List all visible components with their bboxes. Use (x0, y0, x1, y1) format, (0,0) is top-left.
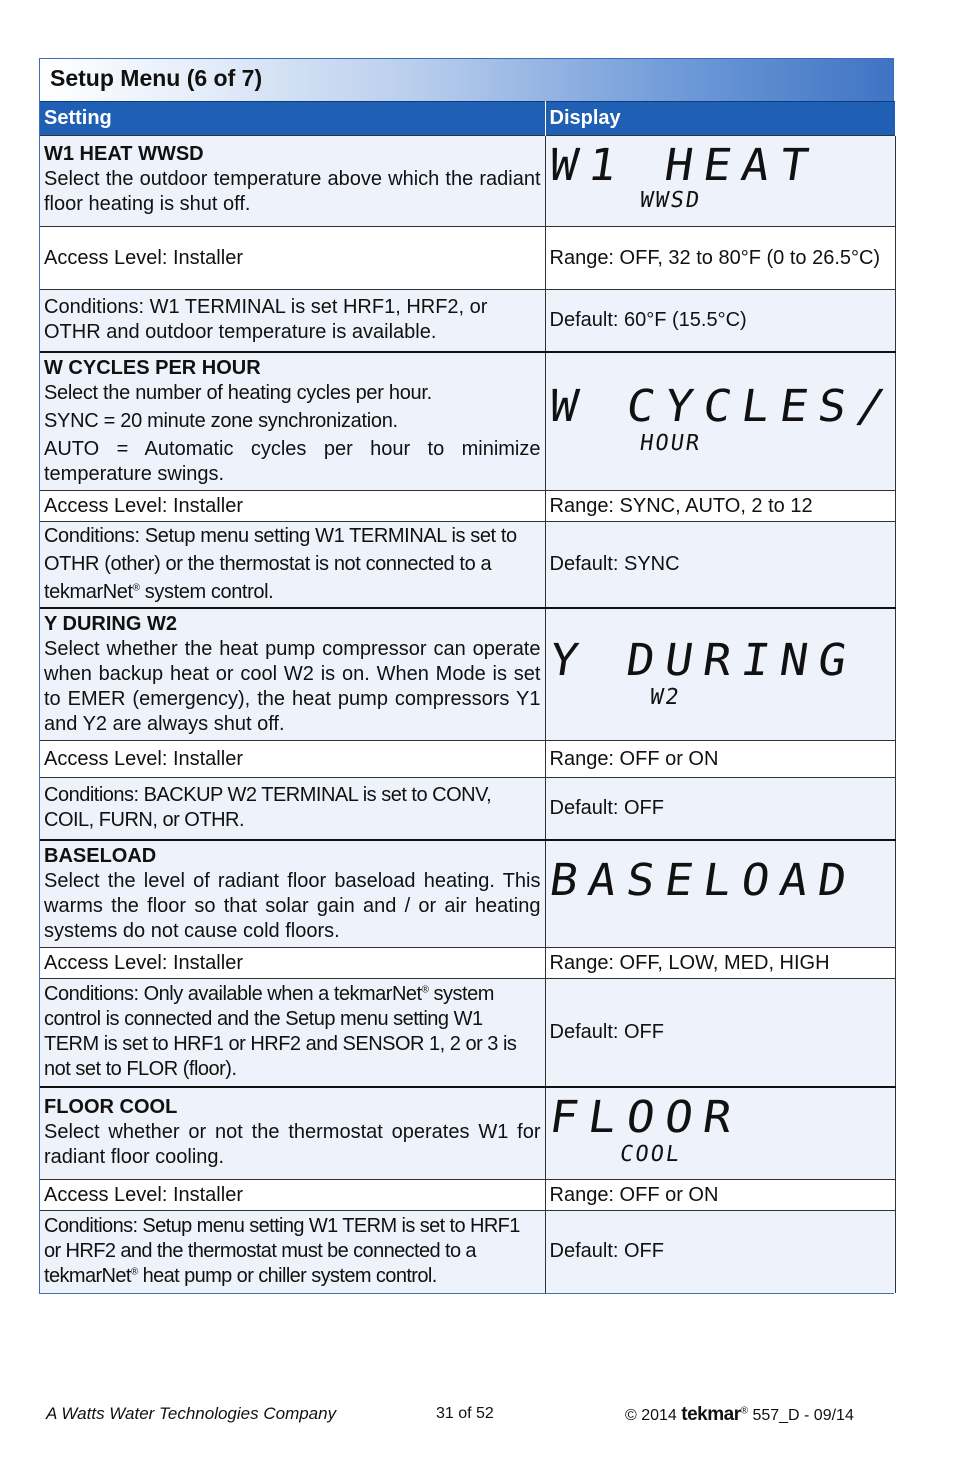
default-value: Default: OFF (545, 979, 895, 1087)
lcd-main-text: FLOOR (545, 1091, 745, 1143)
table-row (40, 352, 895, 491)
lcd-display (545, 840, 895, 948)
access-level: Access Level: Installer (40, 227, 545, 290)
lcd-display (545, 352, 899, 491)
table-row (40, 290, 895, 352)
range: Range: OFF or ON (545, 741, 895, 778)
access-level: Access Level: Installer (40, 741, 545, 778)
conditions: Conditions: Setup menu setting W1 TERMINAL is set to OTHR (other) or the thermostat is not connected to a tekmarNet® system control. (40, 522, 545, 608)
default-value: Default: OFF (545, 1211, 895, 1293)
lcd-main-text: W1 HEAT (545, 140, 822, 191)
table-row (40, 840, 895, 948)
lcd-main-text: W CYCLES/ (545, 380, 899, 432)
table-row (40, 778, 895, 840)
setup-menu-table (39, 58, 899, 1294)
table-row (40, 227, 895, 290)
footer-copyright: © 2014 (625, 1407, 677, 1424)
setting-description: Select the outdoor temperature above which the radiant floor heating is shut off. (44, 168, 541, 215)
setting-description-auto: AUTO = Automatic cycles per hour to minimize temperature swings. (44, 437, 541, 485)
table-row (40, 948, 895, 979)
setting-description: Select whether or not the thermostat operates W1 for radiant floor cooling. (44, 1120, 541, 1168)
range: Range: OFF, LOW, MED, HIGH (545, 948, 895, 979)
footer-copyright-block: © 2014 tekmar® 557_D - 09/14 (625, 1404, 854, 1425)
table-row (40, 491, 895, 522)
lcd-sub-text: COOL (617, 1141, 683, 1167)
setting-description: Select the level of radiant floor baseload heating. This warms the floor so that solar gain and / or air heating systems do not cause cold floors. (44, 869, 541, 942)
table-row (40, 1180, 895, 1211)
lcd-sub-text: WWSD (637, 188, 703, 213)
access-level: Access Level: Installer (40, 491, 545, 522)
default-value: Default: OFF (545, 778, 895, 840)
settings-table (40, 101, 899, 1293)
col-header-setting: Setting (40, 102, 545, 136)
table-row (40, 741, 895, 778)
table-row (40, 1211, 895, 1293)
lcd-main-text: Y DURING (545, 634, 860, 686)
default-value: Default: SYNC (545, 522, 895, 608)
setting-description: Select whether the heat pump compressor can operate when backup heat or cool W2 is on. When Mode is set to EMER (emergency), the heat pump compressors Y1 and Y2 are always shut off. (44, 637, 541, 735)
table-header-row (40, 102, 895, 136)
table-row (40, 979, 895, 1087)
conditions: Conditions: Setup menu setting W1 TERM is set to HRF1 or HRF2 and the thermostat must be connected to a tekmarNet® heat pump or chiller system control. (40, 1211, 545, 1293)
footer-page-number: 31 of 52 (436, 1405, 494, 1422)
lcd-sub-text: HOUR (637, 430, 703, 456)
setting-name: FLOOR COOL (44, 1095, 178, 1118)
lcd-sub-text: W2 (647, 684, 682, 710)
table-row (40, 522, 895, 608)
table-row (40, 1087, 895, 1180)
setting-description: Select the number of heating cycles per hour. (44, 381, 432, 404)
menu-title: Setup Menu (6 of 7) (40, 59, 893, 101)
range: Range: OFF or ON (545, 1180, 895, 1211)
setting-name: Y DURING W2 (44, 612, 177, 635)
setting-name: W1 HEAT WWSD (44, 143, 204, 165)
access-level: Access Level: Installer (40, 948, 545, 979)
setting-description-sync: SYNC = 20 minute zone synchronization. (44, 409, 398, 432)
col-header-display: Display (545, 102, 895, 136)
access-level: Access Level: Installer (40, 1180, 545, 1211)
table-row (40, 136, 895, 227)
setting-name: BASELOAD (44, 844, 157, 867)
conditions: Conditions: Only available when a tekmarNet® system control is connected and the Setup menu setting W1 TERM is set to HRF1 or HRF2 and SENSOR 1, 2 or 3 is not set to FLOR (floor). (40, 979, 545, 1087)
lcd-display (545, 136, 895, 227)
lcd-display (545, 608, 895, 741)
default-value: Default: 60°F (15.5°C) (545, 290, 895, 352)
conditions: Conditions: BACKUP W2 TERMINAL is set to CONV, COIL, FURN, or OTHR. (40, 778, 545, 840)
lcd-display (545, 1087, 895, 1180)
conditions: Conditions: W1 TERMINAL is set HRF1, HRF2, or OTHR and outdoor temperature is available. (40, 290, 545, 352)
brand-logo: tekmar (681, 1404, 741, 1425)
lcd-main-text: BASELOAD (545, 854, 860, 906)
footer-company: A Watts Water Technologies Company (46, 1404, 337, 1423)
footer-doc-code: 557_D - 09/14 (752, 1407, 854, 1424)
table-row (40, 608, 895, 741)
range: Range: OFF, 32 to 80°F (0 to 26.5°C) (545, 227, 895, 290)
setting-name: W CYCLES PER HOUR (44, 356, 261, 379)
range: Range: SYNC, AUTO, 2 to 12 (545, 491, 895, 522)
